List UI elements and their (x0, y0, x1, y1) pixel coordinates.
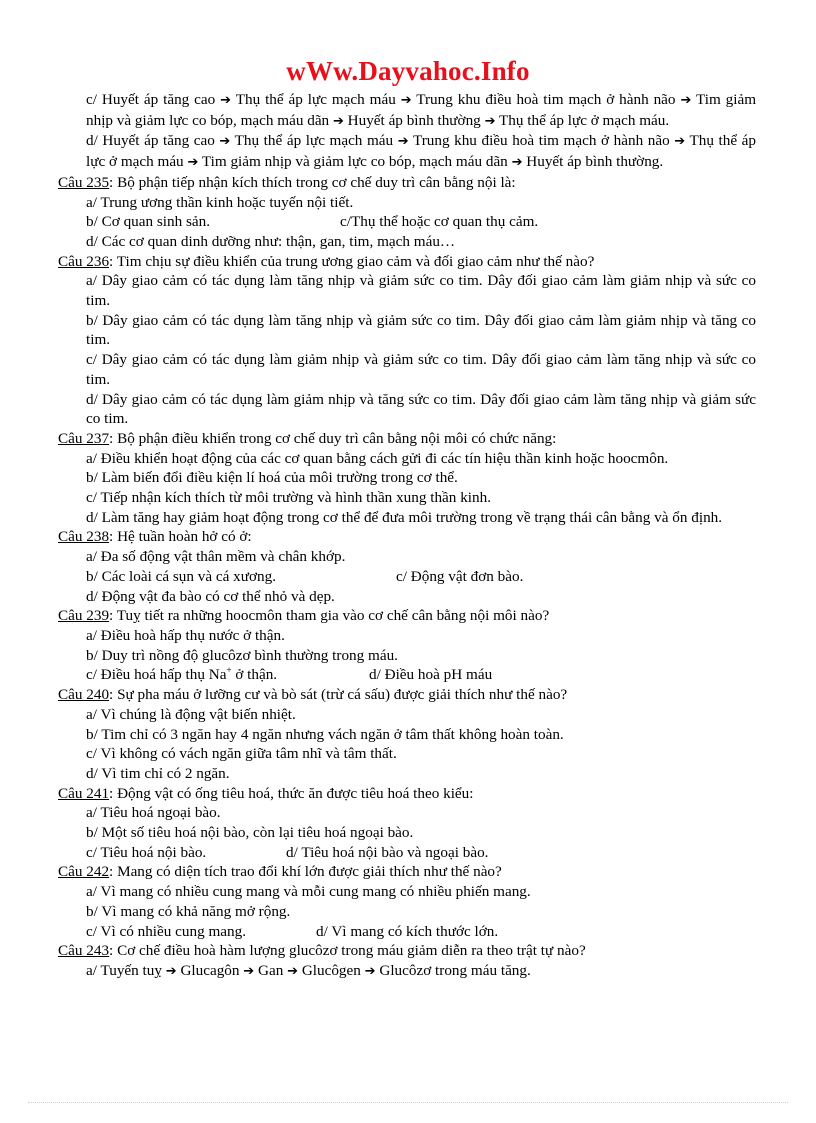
question-242 (58, 862, 756, 882)
arrow-icon: ➔ (484, 113, 496, 129)
arrow-icon: ➔ (674, 134, 686, 150)
arrow-icon: ➔ (187, 155, 199, 171)
question-text: : Hệ tuần hoàn hở có ở: (109, 528, 252, 546)
option-a: a/ Đa số động vật thân mềm và chân khớp. (86, 548, 346, 566)
question-number: Câu 235 (58, 173, 110, 191)
option-a: a/ Tuyến tuỵ ➔ Glucagôn ➔ Gan ➔ Glucôgen ➔ Glucôzơ trong máu tăng. (86, 961, 531, 979)
option-b: b/ Làm biến đổi điều kiện lí hoá của môi trường trong cơ thể. (86, 469, 458, 487)
question-text: : Bộ phận tiếp nhận kích thích trong cơ chế duy trì cân bằng nội là: (109, 173, 516, 191)
option-c: c/ Tiếp nhận kích thích từ môi trường và hình thần xung thần kinh. (86, 489, 491, 507)
question-text: : Động vật có ống tiêu hoá, thức ăn được tiêu hoá theo kiểu: (109, 784, 474, 802)
option-row (58, 567, 756, 587)
question-number: Câu 241 (58, 784, 110, 802)
option-row (58, 212, 756, 232)
question-number: Câu 239 (58, 607, 110, 625)
question-number: Câu 236 (58, 252, 110, 270)
question-text: : Sự pha máu ở lưỡng cư và bò sát (trừ cá sấu) được giải thích như thế nào? (109, 686, 568, 704)
option-d-prev: d/ Huyết áp tăng cao ➔ Thụ thể áp lực mạch máu ➔ Trung khu điều hoà tim mạch ở hành não ➔ Thụ thể áp lực ở mạch máu ➔ Tim giảm nhịp và giảm lực co bóp, mạch máu dãn ➔ Huyết áp bình thường. (86, 132, 757, 171)
option-a: a/ Vì mang có nhiều cung mang và mỗi cung mang có nhiều phiến mang. (86, 883, 531, 901)
question-number: Câu 240 (58, 686, 110, 704)
question-237 (58, 429, 756, 449)
option-c: c/ Động vật đơn bào. (396, 567, 524, 585)
question-236 (58, 252, 756, 272)
arrow-icon: ➔ (243, 963, 255, 979)
option-b: b/ Vì mang có khả năng mở rộng. (86, 902, 291, 920)
arrow-icon: ➔ (400, 93, 412, 108)
question-list (58, 90, 756, 982)
option-d: d/ Vì mang có kích thước lớn. (316, 922, 499, 940)
option-c: c/ Dây giao cảm có tác dụng làm giảm nhịp và giảm sức co tim. Dây đối giao cảm làm tăng nhịp và sức co tim. (86, 351, 756, 388)
option-d: d/ Vì tim chỉ có 2 ngăn. (86, 764, 230, 782)
option-a: a/ Tiêu hoá ngoại bào. (86, 804, 221, 822)
option-d: d/ Làm tăng hay giảm hoạt động trong cơ thể để đưa môi trường trong về trạng thái cân bằng và ổn định. (86, 508, 723, 526)
option-row (58, 665, 756, 685)
option-row (58, 843, 756, 863)
question-number: Câu 237 (58, 429, 110, 447)
option-b: b/ Một số tiêu hoá nội bào, còn lại tiêu hoá ngoại bào. (86, 824, 414, 842)
option-b: b/ Tim chỉ có 3 ngăn hay 4 ngăn nhưng vách ngăn ở tâm thất không hoàn toàn. (86, 725, 564, 743)
option-b: b/ Các loài cá sụn và cá xương. (86, 567, 277, 585)
arrow-icon: ➔ (680, 93, 692, 108)
question-number: Câu 242 (58, 863, 110, 881)
question-238 (58, 527, 756, 547)
question-243 (58, 941, 756, 961)
arrow-icon: ➔ (287, 963, 299, 979)
arrow-icon: ➔ (511, 155, 523, 171)
question-235 (58, 173, 756, 193)
option-c: c/ Tiêu hoá nội bào. (86, 843, 207, 861)
option-b: b/ Duy trì nồng độ glucôzơ bình thường trong máu. (86, 646, 398, 664)
option-d: d/ Tiêu hoá nội bào và ngoại bào. (286, 843, 489, 861)
option-d: d/ Điều hoà pH máu (369, 666, 493, 684)
question-text: : Mang có diện tích trao đổi khí lớn được giải thích như thế nào? (109, 863, 502, 881)
question-241 (58, 784, 756, 804)
arrow-icon: ➔ (219, 134, 231, 150)
question-239 (58, 606, 756, 626)
option-b: b/ Cơ quan sinh sản. (86, 213, 211, 231)
question-text: : Bộ phận điều khiển trong cơ chế duy trì cân bằng nội môi có chức năng: (109, 429, 557, 447)
option-a: a/ Điều khiển hoạt động của các cơ quan bằng cách gửi đi các tín hiệu thần kinh hoặc hoocmôn. (86, 449, 669, 467)
option-c-prev: c/ Huyết áp tăng cao ➔ Thụ thể áp lực mạch máu ➔ Trung khu điều hoà tim mạch ở hành não ➔ Tim giảm nhịp và giảm lực co bóp, mạch máu dãn ➔ Huyết áp bình thường ➔ Thụ thể áp lực ở mạch máu. (86, 91, 757, 129)
option-d: d/ Các cơ quan dinh dưỡng như: thận, gan, tim, mạch máu… (86, 232, 456, 250)
option-c: c/ Vì không có vách ngăn giữa tâm nhĩ và tâm thất. (86, 745, 397, 763)
page-bottom-divider (28, 1102, 788, 1103)
option-c: c/ Vì có nhiều cung mang. (86, 922, 246, 940)
arrow-icon: ➔ (332, 113, 344, 129)
option-a: a/ Trung ương thần kinh hoặc tuyến nội tiết. (86, 193, 354, 211)
question-240 (58, 685, 756, 705)
option-row (58, 922, 756, 942)
arrow-icon: ➔ (165, 963, 177, 979)
question-text: : Tim chịu sự điều khiển của trung ương giao cảm và đối giao cảm như thế nào? (109, 252, 595, 270)
option-a: a/ Điều hoà hấp thụ nước ở thận. (86, 626, 285, 644)
question-number: Câu 243 (58, 942, 110, 960)
arrow-icon: ➔ (397, 134, 409, 150)
arrow-icon: ➔ (364, 963, 376, 979)
option-d: d/ Dây giao cảm có tác dụng làm giảm nhịp và tăng sức co tim. Dây đối giao cảm làm tăng nhịp và giảm sức co tim. (86, 390, 756, 428)
option-c: c/Thụ thể hoặc cơ quan thụ cảm. (340, 213, 539, 231)
option-a: a/ Dây giao cảm có tác dụng làm tăng nhịp và giảm sức co tim. Dây đối giao cảm làm giảm nhịp và sức co tim. (86, 272, 756, 310)
option-b: b/ Dây giao cảm có tác dụng làm tăng nhịp và giảm sức co tim. Dây đối giao cảm làm giảm nhịp và tăng co tim. (86, 311, 756, 349)
question-text: : Tuỵ tiết ra những hoocmôn tham gia vào cơ chế cân bằng nội môi nào? (109, 607, 550, 625)
option-a: a/ Vì chúng là động vật biến nhiệt. (86, 705, 296, 723)
question-number: Câu 238 (58, 528, 110, 546)
question-text: : Cơ chế điều hoà hàm lượng glucôzơ trong máu giảm diễn ra theo trật tự nào? (109, 942, 586, 960)
arrow-icon: ➔ (220, 93, 232, 108)
site-header: wWw.Dayvahoc.Info (286, 56, 530, 86)
option-c: c/ Điều hoá hấp thụ Na+ ở thận. (86, 665, 278, 684)
option-d: d/ Động vật đa bào có cơ thể nhỏ và dẹp. (86, 587, 335, 605)
